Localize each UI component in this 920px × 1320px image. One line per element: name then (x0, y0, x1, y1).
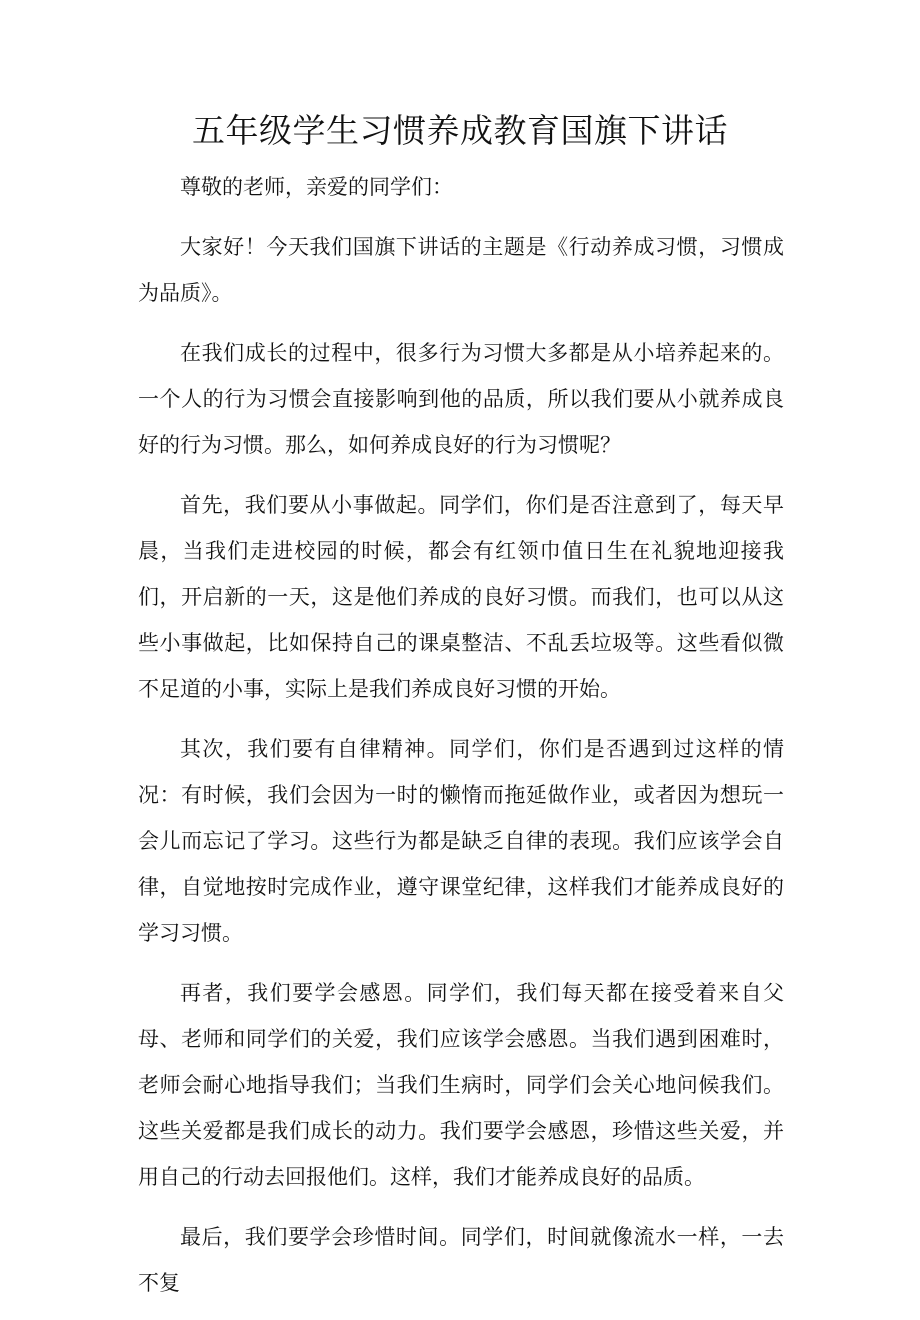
third-point-paragraph: 再者，我们要学会感恩。同学们，我们每天都在接受着来自父母、老师和同学们的关爱，我们应该学会感恩。当我们遇到困难时，老师会耐心地指导我们；当我们生病时，同学们会关心地问候我们。这些关爱都是我们成长的动力。我们要学会感恩，珍惜这些关爱，并用自己的行动去回报他们。这样，我们才能养成良好的品质。 (138, 981, 784, 1189)
greeting-paragraph: 大家好！今天我们国旗下讲话的主题是《行动养成习惯，习惯成为品质》。 (138, 235, 784, 305)
document-title: 五年级学生习惯养成教育国旗下讲话 (192, 111, 728, 150)
final-point-paragraph: 最后，我们要学会珍惜时间。同学们，时间就像流水一样，一去不复 (138, 1225, 784, 1295)
document-body (138, 164, 784, 1320)
salutation-paragraph: 尊敬的老师，亲爱的同学们： (180, 175, 453, 199)
first-point-paragraph: 首先，我们要从小事做起。同学们，你们是否注意到了，每天早晨，当我们走进校园的时候，都会有红领巾值日生在礼貌地迎接我们，开启新的一天，这是他们养成的良好习惯。而我们，也可以从这些小事做起，比如保持自己的课桌整洁、不乱丢垃圾等。这些看似微不足道的小事，实际上是我们养成良好习惯的开始。 (138, 493, 784, 701)
second-point-paragraph: 其次，我们要有自律精神。同学们，你们是否遇到过这样的情况：有时候，我们会因为一时的懒惰而拖延做作业，或者因为想玩一会儿而忘记了学习。这些行为都是缺乏自律的表现。我们应该学会自律，自觉地按时完成作业，遵守课堂纪律，这样我们才能养成良好的学习习惯。 (138, 737, 784, 945)
intro-paragraph: 在我们成长的过程中，很多行为习惯大多都是从小培养起来的。一个人的行为习惯会直接影响到他的品质，所以我们要从小就养成良好的行为习惯。那么，如何养成良好的行为习惯呢？ (138, 341, 784, 457)
